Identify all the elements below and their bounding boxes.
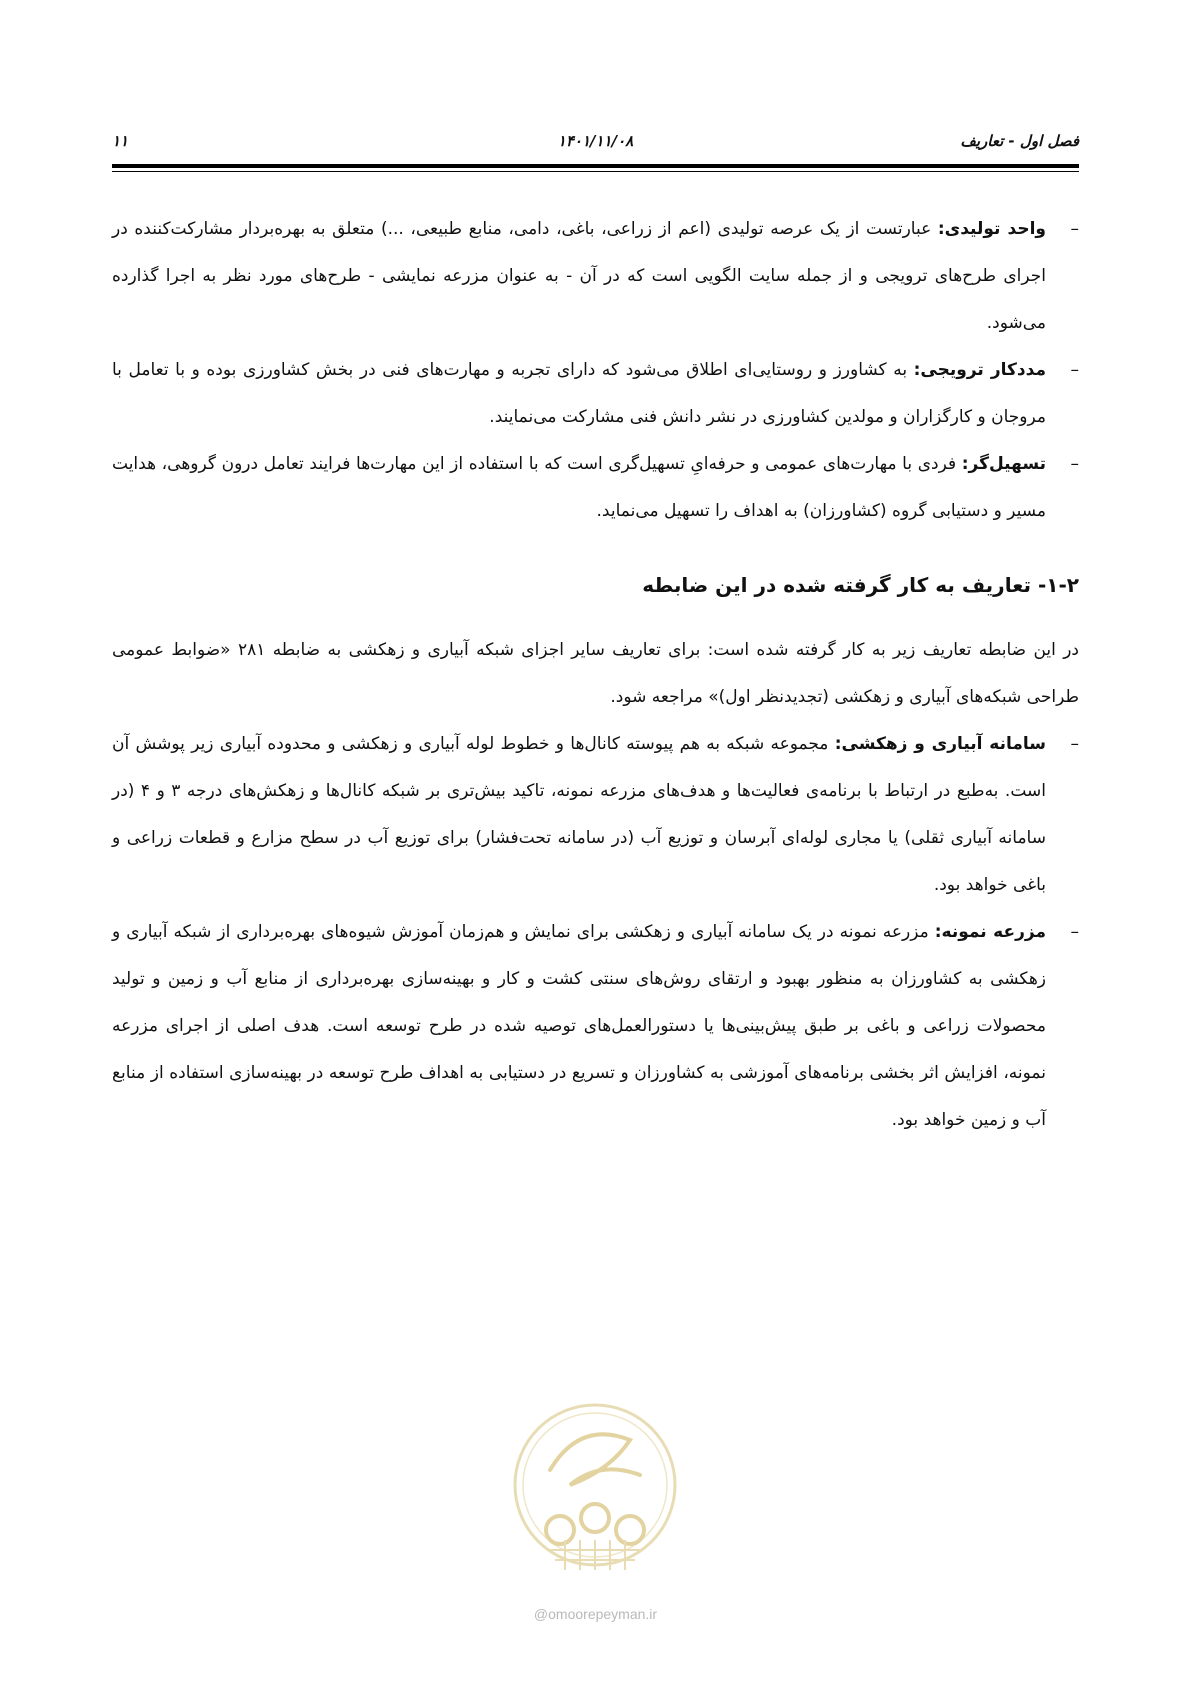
definitions-list-top: [112, 206, 1079, 535]
definition-item: [112, 721, 1079, 909]
header-rule-thick: [112, 164, 1079, 168]
dash-bullet-icon: –: [1070, 734, 1079, 754]
definition-term: مددکار ترویجی:: [913, 360, 1046, 380]
definition-text: مجموعه شبکه به هم پیوسته کانال‌ها و خطوط لوله آبیاری و زهکشی و محدوده آبیاری زیر پوشش آن است. به‌طبع در ارتباط با برنامه‌ی فعالیت‌ها و هدف‌های مزرعه نمونه، تاکید بیش‌تری بر شبکه کانال‌ها و زهکش‌های درجه ۳ و ۴ (در سامانه آبیاری ثقلی) یا مجاری لوله‌ای آبرسان و توزیع آب (در سامانه تحت‌فشار) برای توزیع آب در سطح مزارع و قطعات زراعی و باغی خواهد بود.: [112, 734, 1046, 895]
section-heading: ۱-۲- تعاریف به کار گرفته شده در این ضابطه: [642, 573, 1079, 597]
page-header: [112, 132, 1079, 162]
definition-text: مزرعه نمونه در یک سامانه آبیاری و زهکشی برای نمایش و هم‌زمان آموزش شیوه‌های بهره‌برداری از شبکه آبیاری و زهکشی به کشاورزان به منظور بهبود و ارتقای روش‌های سنتی کشت و کار و بهینه‌سازی بهره‌برداری از منابع آب و زمین و تولید محصولات زراعی و باغی بر طبق پیش‌بینی‌ها یا دستورالعمل‌های توصیه شده در طرح توسعه است. هدف اصلی از اجرای مزرعه نمونه، افزایش اثر بخشی برنامه‌های آموزشی به کشاورزان و تسریع در دستیابی به اهداف طرح توسعه در بهینه‌سازی استفاده از منابع آب و زمین خواهد بود.: [112, 922, 1046, 1130]
page-number: ۱۱: [112, 132, 129, 150]
dash-bullet-icon: –: [1070, 360, 1079, 380]
header-date: ۱۴۰۱/۱۱/۰۸: [557, 132, 634, 150]
definition-item: [112, 206, 1079, 347]
definition-text: به کشاورز و روستایی‌ای اطلاق می‌شود که دارای تجربه و مهارت‌های فنی در بخش کشاورزی بوده و با تعامل با مروجان و کارگزاران و مولدین کشاورزی در نشر دانش فنی مشارکت می‌نمایند.: [112, 360, 1046, 427]
body-content: [112, 206, 1079, 1144]
definition-item: [112, 441, 1079, 535]
definition-term: واحد تولیدی:: [937, 219, 1046, 239]
chapter-title: فصل اول - تعاریف: [960, 132, 1079, 150]
seal-logo-icon: [510, 1400, 680, 1600]
watermark-url: @omoorepeyman.ir: [533, 1606, 658, 1622]
dash-bullet-icon: –: [1070, 922, 1079, 942]
definitions-list-bottom: [112, 721, 1079, 1144]
dash-bullet-icon: –: [1070, 454, 1079, 474]
definition-item: [112, 347, 1079, 441]
definition-term: مزرعه نمونه:: [934, 922, 1046, 942]
definition-term: تسهیل‌گر:: [961, 454, 1046, 474]
section-intro: در این ضابطه تعاریف زیر به کار گرفته شده است: برای تعاریف سایر اجزای شبکه آبیاری و زهکشی به ضابطه ۲۸۱ «ضوابط عمومی طراحی شبکه‌های آبیاری و زهکشی (تجدیدنظر اول)» مراجعه شود.: [112, 640, 1079, 707]
dash-bullet-icon: –: [1070, 219, 1079, 239]
definition-item: [112, 909, 1079, 1144]
header-rule-thin: [112, 171, 1079, 172]
definition-term: سامانه آبیاری و زهکشی:: [834, 734, 1047, 754]
definition-text: عبارتست از یک عرصه تولیدی (اعم از زراعی، باغی، دامی، منابع طبیعی، ...) متعلق به بهره‌بردار مشارکت‌کننده در اجرای طرح‌های ترویجی و از جمله سایت الگویی است که در آن - به عنوان مزرعه نمایشی - طرح‌های مورد نظر به اجرا گذارده می‌شود.: [112, 219, 1046, 333]
definition-text: فردی با مهارت‌های عمومی و حرفه‌ایِ تسهیل‌گری است که با استفاده از این مهارت‌ها فرایند تعامل درون گروهی، هدایت مسیر و دستیابی گروه (کشاورزان) به اهداف را تسهیل می‌نماید.: [112, 454, 1046, 521]
